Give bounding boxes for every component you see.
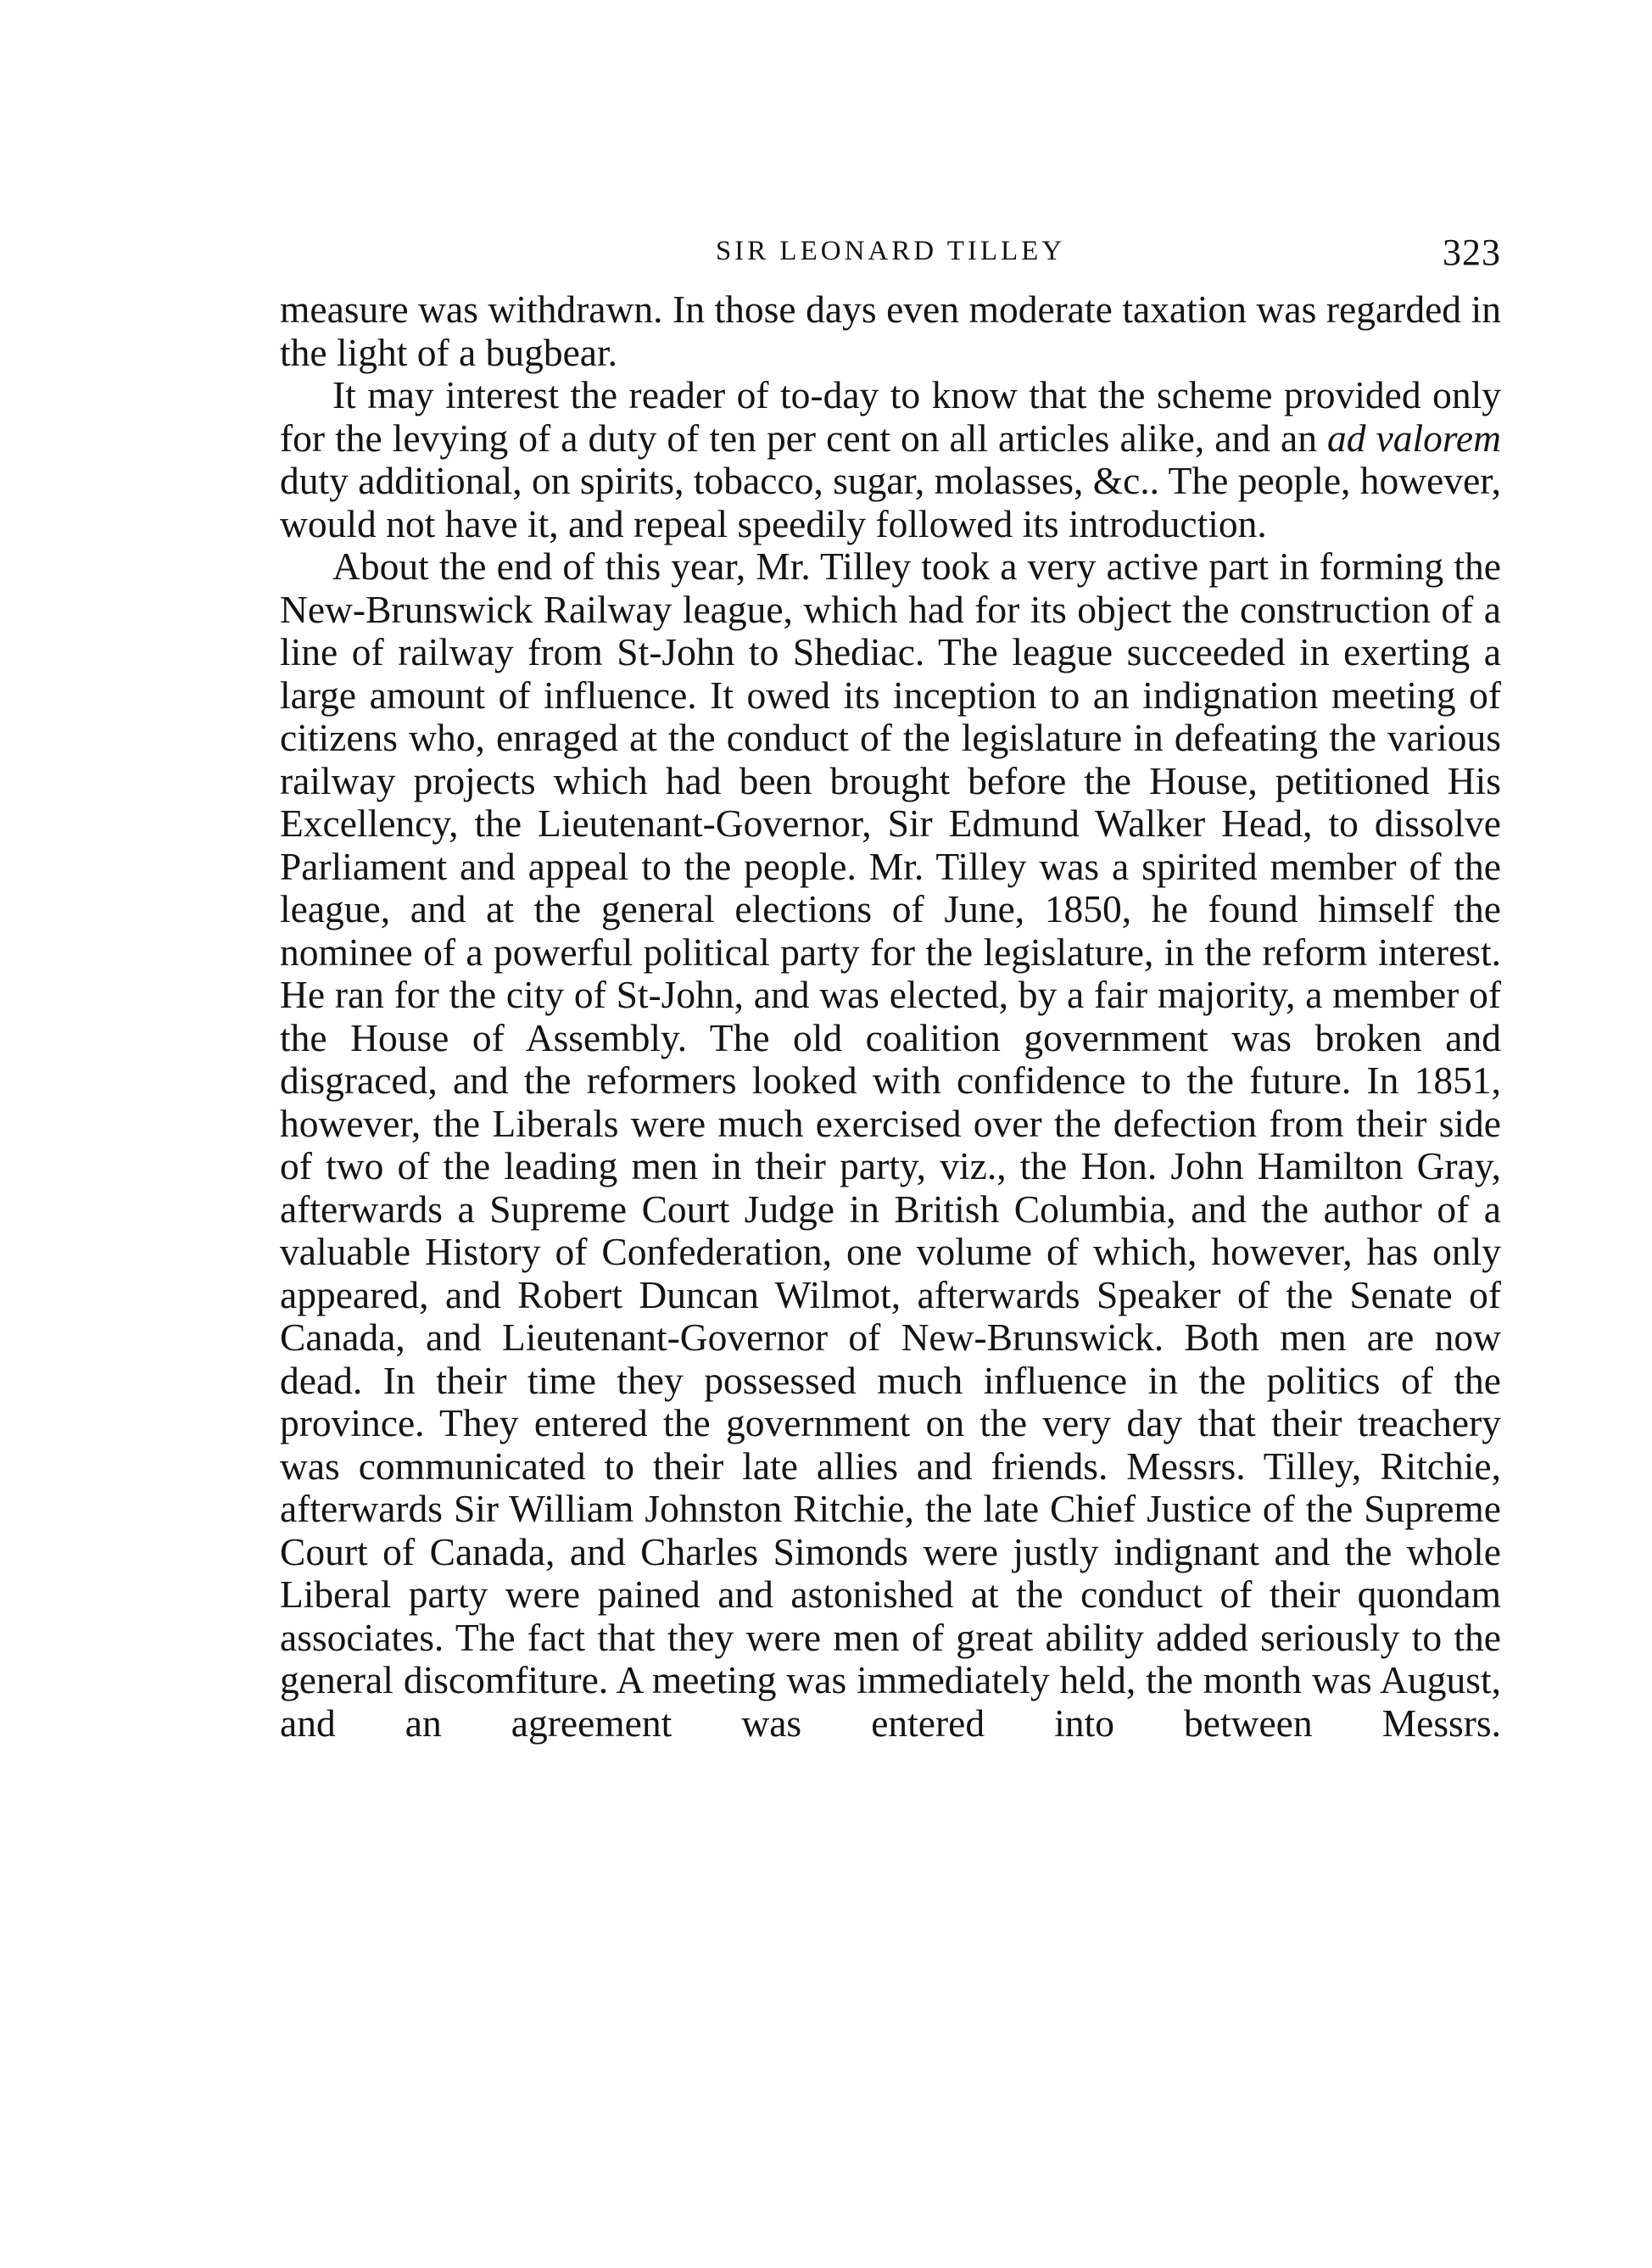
paragraph-text-before-italic: It may interest the reader of to-day to know that the scheme provided only for the levying of a duty of ten per cent on all articles alike, and an [280, 373, 1501, 460]
paragraph-continuation: measure was withdrawn. In those days even moderate taxation was regarded in the light of a bugbear. [280, 288, 1501, 374]
running-title: SIR LEONARD TILLEY [715, 236, 1066, 266]
paragraph-tariff-scheme [280, 374, 1501, 545]
book-page [280, 229, 1501, 1745]
page-number: 323 [1443, 232, 1501, 273]
running-head [280, 229, 1501, 288]
body-text [280, 288, 1501, 1745]
italic-phrase: ad valorem [1327, 416, 1501, 460]
paragraph-text-after-italic: duty additional, on spirits, tobacco, sugar, molasses, &c.. The people, however, would not have it, and repeal speedily followed its introduction. [280, 459, 1501, 545]
paragraph-railway-league: About the end of this year, Mr. Tilley took a very active part in forming the New-Brunswick Railway league, which had for its object the construction of a line of railway from St-John to Shediac. The league succeeded in exerting a large amount of influence. It owed its inception to an indignation meeting of citizens who, enraged at the conduct of the legislature in defeating the various railway projects which had been brought before the House, petitioned His Excellency, the Lieutenant-Governor, Sir Edmund Walker Head, to dissolve Parliament and appeal to the people. Mr. Tilley was a spirited member of the league, and at the general elections of June, 1850, he found himself the nominee of a powerful political party for the legislature, in the reform interest. He ran for the city of St-John, and was elected, by a fair majority, a member of the House of Assembly. The old coalition government was broken and disgraced, and the reformers looked with confidence to the future. In 1851, however, the Liberals were much exercised over the defection from their side of two of the leading men in their party, viz., the Hon. John Hamilton Gray, afterwards a Supreme Court Judge in British Columbia, and the author of a valuable History of Confederation, one volume of which, however, has only appeared, and Robert Duncan Wilmot, afterwards Speaker of the Senate of Canada, and Lieutenant-Governor of New-Brunswick. Both men are now dead. In their time they possessed much influence in the politics of the province. They entered the government on the very day that their treachery was communicated to their late allies and friends. Messrs. Tilley, Ritchie, afterwards Sir William Johnston Ritchie, the late Chief Justice of the Supreme Court of Canada, and Charles Simonds were justly indignant and the whole Liberal party were pained and astonished at the conduct of their quondam associates. The fact that they were men of great ability added seriously to the general discomfiture. A meeting was immediately held, the month was August, and an agreement was entered into between Messrs. [280, 545, 1501, 1745]
